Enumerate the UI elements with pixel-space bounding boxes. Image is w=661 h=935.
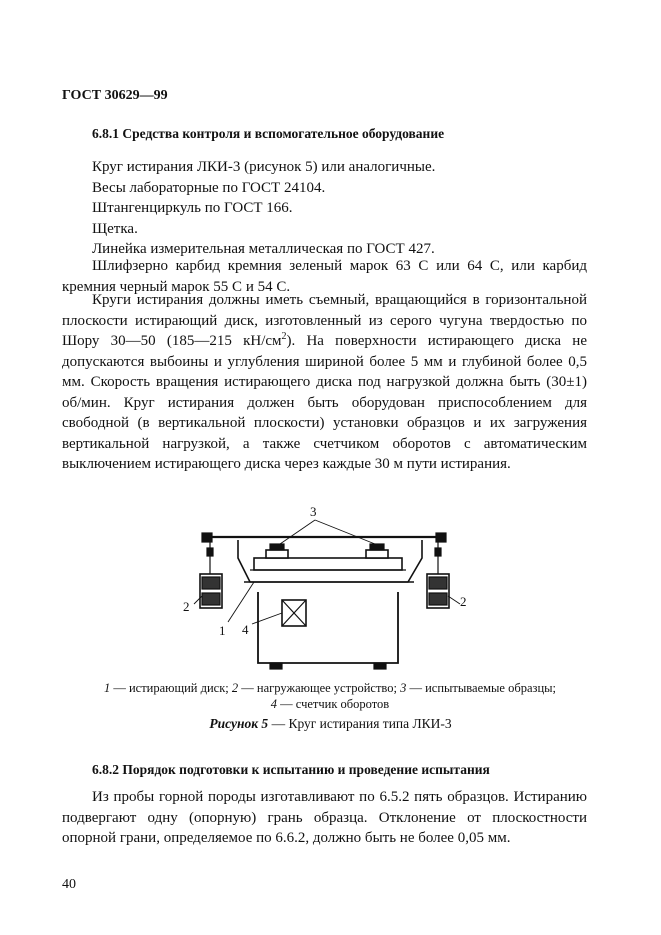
legend-text: — счетчик оборотов bbox=[277, 697, 390, 711]
sample-left bbox=[266, 544, 288, 558]
rod-clamp-left bbox=[207, 548, 213, 556]
legend-number: 1 bbox=[103, 681, 111, 695]
leader-line bbox=[228, 582, 254, 622]
leader-line bbox=[252, 613, 282, 624]
list-item: Линейка измерительная металлическая по ГОСТ 427. bbox=[92, 241, 435, 257]
legend-line bbox=[40, 680, 620, 696]
superscript: 2 bbox=[281, 331, 287, 342]
paragraph-text: Из пробы горной породы изготавливают по 6.5.2 пять образцов. Истиранию подвергают одну (опорную) грань образца. Отклонение от плоскостности опорной грани, определяемое по 6.6.2, должно быть не более 0,05 мм. bbox=[62, 789, 587, 846]
list-item: Штангенциркуль по ГОСТ 166. bbox=[92, 200, 293, 216]
caption-text: — Круг истирания типа ЛКИ-3 bbox=[268, 716, 452, 731]
rod-clamp-right bbox=[435, 548, 441, 556]
callout-3: 3 bbox=[310, 504, 317, 519]
callout-2-right: 2 bbox=[460, 594, 467, 609]
document-code: ГОСТ 30629—99 bbox=[62, 88, 168, 103]
list-item: Весы лабораторные по ГОСТ 24104. bbox=[92, 179, 326, 196]
page-number: 40 bbox=[62, 877, 76, 892]
legend-number: 2 bbox=[231, 681, 239, 695]
revolution-counter bbox=[282, 600, 306, 626]
leader-line bbox=[315, 520, 375, 544]
machine-base bbox=[258, 592, 398, 669]
legend-number: 3 bbox=[400, 681, 407, 695]
caption-label: Рисунок 5 bbox=[209, 716, 269, 731]
callout-4: 4 bbox=[242, 622, 249, 637]
section-heading-6-8-1: 6.8.1 Средства контроля и вспомогательное оборудование bbox=[92, 126, 445, 141]
legend-text: — истирающий диск; bbox=[110, 681, 232, 695]
disk-frame bbox=[238, 540, 422, 582]
list-item: Щетка. bbox=[92, 220, 138, 237]
callout-2-left: 2 bbox=[183, 599, 190, 614]
leader-line bbox=[280, 520, 315, 544]
equipment-list bbox=[92, 157, 592, 260]
abrasion-disk bbox=[254, 558, 402, 570]
callout-1: 1 bbox=[219, 623, 226, 638]
figure-caption bbox=[0, 716, 661, 732]
legend-text: — нагружающее устройство; bbox=[238, 681, 401, 695]
sample-right bbox=[366, 544, 388, 558]
abrasion-machine-figure bbox=[170, 500, 490, 675]
paragraph-disk bbox=[62, 290, 587, 475]
load-device-right bbox=[427, 574, 449, 608]
legend-text: — испытываемые образцы; bbox=[406, 681, 557, 695]
arm-end-left bbox=[202, 533, 212, 542]
arm-end-right bbox=[436, 533, 446, 542]
paragraph-text bbox=[62, 290, 587, 475]
paragraph-text: Шлифзерно карбид кремния зеленый марок 63 С или 64 С, или карбид кремния черный марок 55 С и 54 С. bbox=[62, 258, 587, 295]
list-item: Круг истирания ЛКИ-3 (рисунок 5) или аналогичные. bbox=[92, 159, 436, 175]
paragraph-text-part: ). На поверхности истирающего диска не допускаются выбоины и углубления шириной более 5 мм и глубиной более 0,5 мм. Скорость вращения истирающего диска под нагрузкой должна быть (30±1) об/мин. Круг истирания должен быть оборудован приспособлением для свободной (в вертикальной плоскости) установки образцов и их загружения вертикальной нагрузкой, а также счетчиком оборотов с автоматическим выключением истирающего диска через каждые 30 м пути истирания. bbox=[62, 333, 587, 472]
legend-line bbox=[40, 696, 620, 712]
load-device-left bbox=[200, 574, 222, 608]
figure-legend bbox=[40, 680, 620, 712]
paragraph-preparation bbox=[62, 787, 587, 849]
section-heading-6-8-2: 6.8.2 Порядок подготовки к испытанию и проведение испытания bbox=[92, 762, 490, 777]
legend-number: 4 bbox=[270, 697, 278, 711]
paragraph-text-part: Круги истирания должны иметь съемный, вращающийся в горизонтальной плоскости истирающий диск, изготовленный из серого чугуна твердостью по Шору 30—50 (185—215 кН/см bbox=[62, 292, 587, 349]
